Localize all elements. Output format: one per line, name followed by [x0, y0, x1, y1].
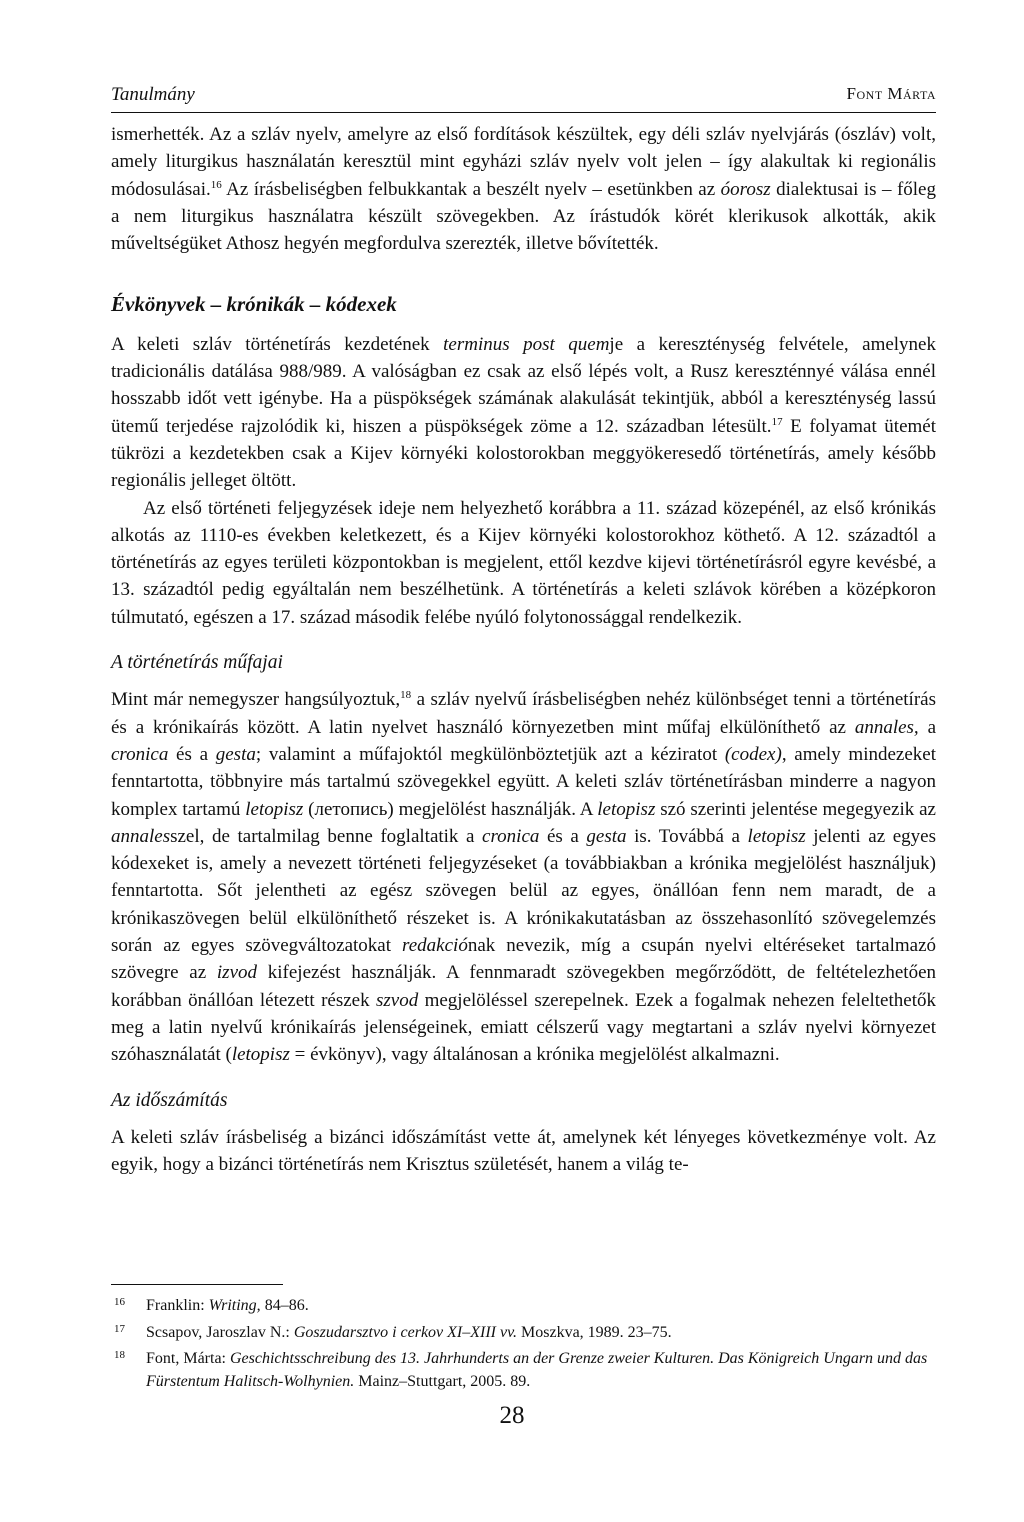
- footnote-ref-17[interactable]: 17: [771, 415, 783, 428]
- running-header: [111, 84, 936, 113]
- italic-term: annales: [111, 825, 171, 847]
- text-run: szel, de tartalmilag benne foglaltatik a: [170, 825, 483, 847]
- text-run: kifejezést használják. A fennmaradt szövegekben megőrződött, de feltételezhetően korábban önállóan létezett részek: [111, 962, 937, 1011]
- text-run: (летопись) megjelölést használják. A: [303, 798, 598, 820]
- paragraph-1: [111, 121, 936, 257]
- footnote-separator: [111, 1284, 283, 1285]
- paragraph-2: [111, 331, 936, 495]
- text-run: dialektusai is – főleg a nem liturgikus használatra készült szövegekben. Az írástudók körét klerikusok alkották, akik műveltségüket Athosz hegyén megfordulva szerezték, illetve bővítették.: [111, 178, 936, 255]
- text-run: szó szerinti jelentése megegyezik az: [655, 798, 936, 820]
- paragraph-4: [111, 686, 936, 1068]
- text-run: ismerhették. Az a szláv nyelv, amelyre az első fordítások készültek, egy déli szláv nyelvjárás (ószláv) volt, amely liturgikus használatán keresztül mint egyházi szláv nyelv volt jelen – így alakultak ki regionális módosulásai.: [111, 124, 936, 200]
- text-run: is. Továbbá a: [626, 825, 748, 847]
- paragraph-3: Az első történeti feljegyzések ideje nem helyezhető korábbra a 11. század közepénél, az első krónikás alkotás az 1110-es években keletkezett, és a Kijev környéki kolostorokhoz köthető. A 12. századtól a történetírás az egyes területi központokban is megjelent, ettől kezdve kijevi történetírásról egyre kevésbé, a 13. századtól pedig egyáltalán nem beszélhetünk. A történetírás a keleti szlávok körében a középkoron túlmutató, egészen a 17. század második felébe nyúló folytonossággal rendelkezik.: [111, 497, 936, 628]
- text-run: Moszkva, 1989. 23–75.: [517, 1323, 672, 1341]
- italic-term: letopisz: [245, 798, 304, 820]
- text-run: je a kereszténység felvétele, amelynek tradicionális datálása 988/989. A valóságban ez csak az első lépés volt, a Rusz kereszténnyé válása ennél hosszabb időt vett igénybe. Ha a püspökségek számának alakulását tekintjük, abból a kereszténység lassú ütemű terjedése rajzolódik ki, hiszen a püspökségek zöme a 12. században létesült.: [111, 333, 936, 437]
- text-run: Az írásbeliségben felbukkantak a beszélt nyelv – esetünkben az: [221, 178, 721, 200]
- footnote-ref-16[interactable]: 16: [210, 178, 222, 191]
- footnote-17: [111, 1322, 936, 1345]
- text-run: Scsapov, Jaroszlav N.:: [146, 1323, 294, 1341]
- text-run: ; valamint a műfajoktól megkülönböztetjük azt a kéziratot: [255, 743, 725, 765]
- text-run: a szláv nyelvű írásbeliségben nehéz különbséget tenni a történetírás és a krónikaírás között. A latin nyelvet használó környezetben mint műfaj elkülöníthető az: [111, 689, 936, 738]
- italic-term: redakció: [402, 935, 468, 957]
- page-number: 28: [499, 1402, 525, 1429]
- text-run: E folyamat ütemét tükrözi a kezdetekben csak a Kijev környéki kolostorokban meggyökeresedő történetírás, amely később regionális jelleget öltött.: [111, 415, 936, 492]
- text-run: Franklin:: [146, 1297, 209, 1314]
- italic-term: letopisz: [231, 1044, 290, 1066]
- italic-title: Writing,: [208, 1297, 261, 1314]
- body-text: [111, 121, 936, 1178]
- text-run: A keleti szláv történetírás kezdetének: [111, 333, 444, 355]
- footnote-number: 17: [114, 1322, 125, 1335]
- text-run: jelenti az egyes kódexeket is, amely a nevezett történeti feljegyzéseket (a továbbiakban a krónika megjelölést használjuk) fenntartotta. Sőt jelentheti az egész szövegen belül az egyes, önállóan fenn nem maradt, de a krónikaszövegen belül elkülöníthető részeket is. A krónikakutatásban az összehasonlító szövegelemzés során az egyes szövegváltozatokat: [111, 825, 936, 957]
- text-run: 84–86.: [260, 1297, 309, 1314]
- italic-term: gesta: [586, 825, 627, 847]
- footnote-16: [111, 1295, 936, 1318]
- footnote-number: 18: [114, 1349, 125, 1361]
- text-run: Mainz–Stuttgart, 2005. 89.: [354, 1372, 531, 1390]
- text-run: Mint már nemegyszer hangsúlyoztuk,: [111, 689, 401, 711]
- italic-term: letopisz: [747, 825, 806, 847]
- italic-term: szvod: [375, 989, 419, 1011]
- footnotes: [111, 1295, 936, 1397]
- paragraph-5: A keleti szláv írásbeliség a bizánci időszámítást vette át, amelynek két lényeges következménye volt. Az egyik, hogy a bizánci történetírás nem Krisztus születését, hanem a világ te-: [111, 1126, 936, 1176]
- italic-term: cronica: [482, 825, 540, 847]
- subsection-heading: A történetírás műfajai: [111, 652, 283, 674]
- text-run: = évkönyv), vagy általánosan a krónika megjelölést alkalmazni.: [289, 1044, 780, 1066]
- italic-term: annales,: [854, 716, 919, 738]
- italic-term: terminus post quem: [443, 333, 610, 355]
- footnote-number: 16: [114, 1296, 125, 1308]
- italic-term: óorosz: [720, 178, 771, 200]
- text-run: megjelöléssel szerepelnek. Ezek a fogalmak nehezen feleltethetők meg a latin nyelvű krónikaírás jelenségeinek, emiatt célszerű vagy megtartani a szláv nyelvi környezet szóhasználatát (: [111, 989, 936, 1066]
- footnote-text: [146, 1295, 936, 1318]
- italic-term: (codex): [724, 743, 782, 765]
- section-heading: Évkönyvek – krónikák – kódexek: [111, 292, 397, 317]
- text-run: a: [918, 716, 937, 738]
- text-run: és a: [168, 743, 216, 765]
- footnote-text: [146, 1322, 936, 1345]
- header-author: Font Márta: [846, 84, 936, 103]
- header-section-title: Tanulmány: [111, 84, 195, 105]
- italic-term: cronica: [111, 743, 169, 765]
- text-run: és a: [539, 825, 587, 847]
- footnote-18: [111, 1348, 936, 1393]
- text-run: , amely mindezeket fenntartotta, többnyire más tartalmú szövegekkel együtt. A keleti szláv történetírásban minderre a nagyon komplex tartamú: [111, 743, 936, 820]
- italic-title: Geschichtsschreibung des 13. Jahrhunderts an der Grenze zweier Kulturen. Das Königreich Ungarn und das Fürstentum Halitsch-Wolhynien.: [146, 1350, 928, 1390]
- italic-title: Goszudarsztvo i cerkov XI–XIII vv.: [293, 1323, 518, 1341]
- footnote-ref-18[interactable]: 18: [400, 689, 412, 702]
- italic-term: izvod: [216, 962, 258, 984]
- italic-term: letopisz: [597, 798, 656, 820]
- footnote-text: [146, 1348, 936, 1393]
- text-run: Font, Márta:: [146, 1350, 230, 1367]
- subsection-heading: Az időszámítás: [111, 1089, 228, 1111]
- italic-term: gesta: [215, 743, 256, 765]
- text-run: nak nevezik, míg a csupán nyelvi eltéréseket tartalmazó szövegre az: [111, 935, 936, 984]
